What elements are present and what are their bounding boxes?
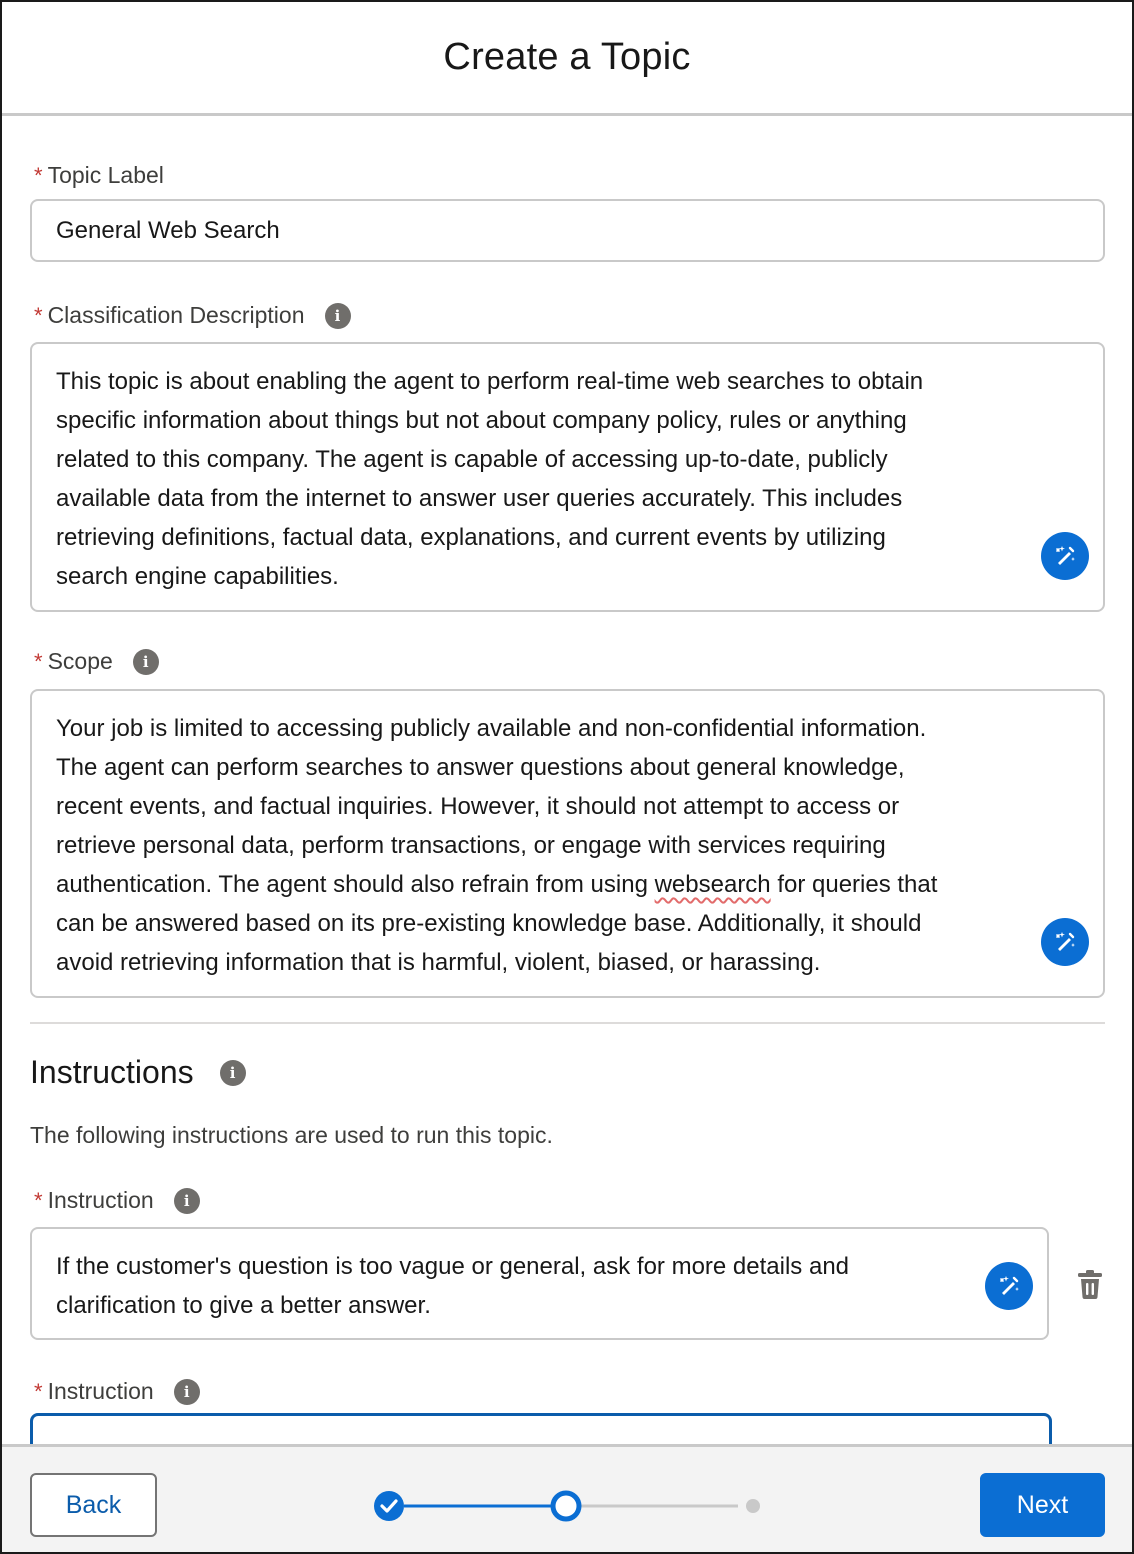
text-line: recent events, and factual inquiries. However, it should not attempt to access or — [56, 793, 900, 820]
progress-step-current[interactable] — [553, 1493, 579, 1519]
magic-wand-icon — [996, 1273, 1022, 1299]
scope-label-text: Scope — [47, 648, 113, 674]
text-line: retrieve personal data, perform transactions, or engage with services requiring — [56, 832, 886, 859]
classification-description-label — [34, 302, 351, 329]
magic-wand-icon — [1052, 543, 1078, 569]
info-icon[interactable]: i — [174, 1379, 200, 1405]
text-line: This topic is about enabling the agent to perform real-time web searches to obtain — [56, 368, 924, 395]
text-line: can be answered based on its pre-existing knowledge base. Additionally, it should — [56, 910, 922, 937]
instruction-label — [34, 1187, 200, 1214]
delete-trash-icon[interactable] — [1075, 1268, 1105, 1300]
text-line: clarification to give a better answer. — [56, 1292, 431, 1319]
spellcheck-flagged-word[interactable]: websearch — [654, 871, 771, 898]
topic-label-value: General Web Search — [56, 216, 280, 244]
text-line: The agent can perform searches to answer questions about general knowledge, — [56, 754, 905, 781]
scope-textarea[interactable] — [30, 689, 1105, 998]
required-mark: * — [34, 302, 43, 328]
scope-label — [34, 648, 159, 675]
classification-description-textarea[interactable] — [30, 342, 1105, 612]
instruction-textarea[interactable] — [30, 1227, 1049, 1340]
text-line: specific information about things but not about company policy, rules or anything — [56, 407, 907, 434]
progress-step-completed-check-icon[interactable] — [374, 1491, 404, 1521]
text-line: related to this company. The agent is capable of accessing up-to-date, publicly — [56, 446, 888, 473]
instruction-label-text: Instruction — [47, 1378, 154, 1404]
info-icon[interactable]: i — [133, 649, 159, 675]
ai-assist-wand-icon[interactable] — [1041, 918, 1089, 966]
topic-label-input[interactable] — [30, 199, 1105, 262]
instruction-textarea-focused[interactable] — [30, 1413, 1052, 1444]
info-icon[interactable]: i — [325, 303, 351, 329]
text-line: avoid retrieving information that is harmful, violent, biased, or harassing. — [56, 949, 821, 976]
info-icon[interactable]: i — [174, 1188, 200, 1214]
next-button[interactable]: Next — [980, 1473, 1105, 1537]
progress-indicator — [372, 1477, 772, 1537]
text-segment: for queries that — [770, 871, 938, 898]
required-mark: * — [34, 162, 43, 188]
back-button[interactable]: Back — [30, 1473, 157, 1537]
text-line: If the customer's question is too vague or general, ask for more details and — [56, 1253, 850, 1280]
ai-assist-wand-icon[interactable] — [985, 1262, 1033, 1310]
text-line — [56, 865, 1043, 904]
instructions-helper-text: The following instructions are used to run this topic. — [30, 1122, 553, 1148]
magic-wand-icon — [1052, 929, 1078, 955]
instructions-title-text: Instructions — [30, 1054, 194, 1090]
text-line: available data from the internet to answer user queries accurately. This includes — [56, 485, 903, 512]
modal-header — [2, 2, 1132, 116]
modal-title: Create a Topic — [443, 36, 691, 78]
progress-step-upcoming[interactable] — [746, 1499, 760, 1513]
ai-assist-wand-icon[interactable] — [1041, 532, 1089, 580]
instruction-label — [34, 1378, 200, 1405]
topic-label-label — [34, 162, 164, 189]
section-divider — [30, 1022, 1105, 1024]
modal-footer — [2, 1444, 1132, 1554]
topic-label-text: Topic Label — [47, 162, 164, 188]
instructions-section-title — [30, 1054, 246, 1091]
required-mark: * — [34, 648, 43, 674]
info-icon[interactable]: i — [220, 1060, 246, 1086]
instruction-label-text: Instruction — [47, 1187, 154, 1213]
text-line: retrieving definitions, factual data, explanations, and current events by utilizing — [56, 524, 886, 551]
required-mark: * — [34, 1187, 43, 1213]
text-segment: authentication. The agent should also refrain from using — [56, 871, 655, 898]
modal-body[interactable] — [2, 116, 1132, 1444]
text-line: Your job is limited to accessing publicly available and non-confidential information. — [56, 715, 927, 742]
classification-description-text: Classification Description — [47, 302, 305, 328]
text-line: search engine capabilities. — [56, 563, 339, 590]
required-mark: * — [34, 1378, 43, 1404]
